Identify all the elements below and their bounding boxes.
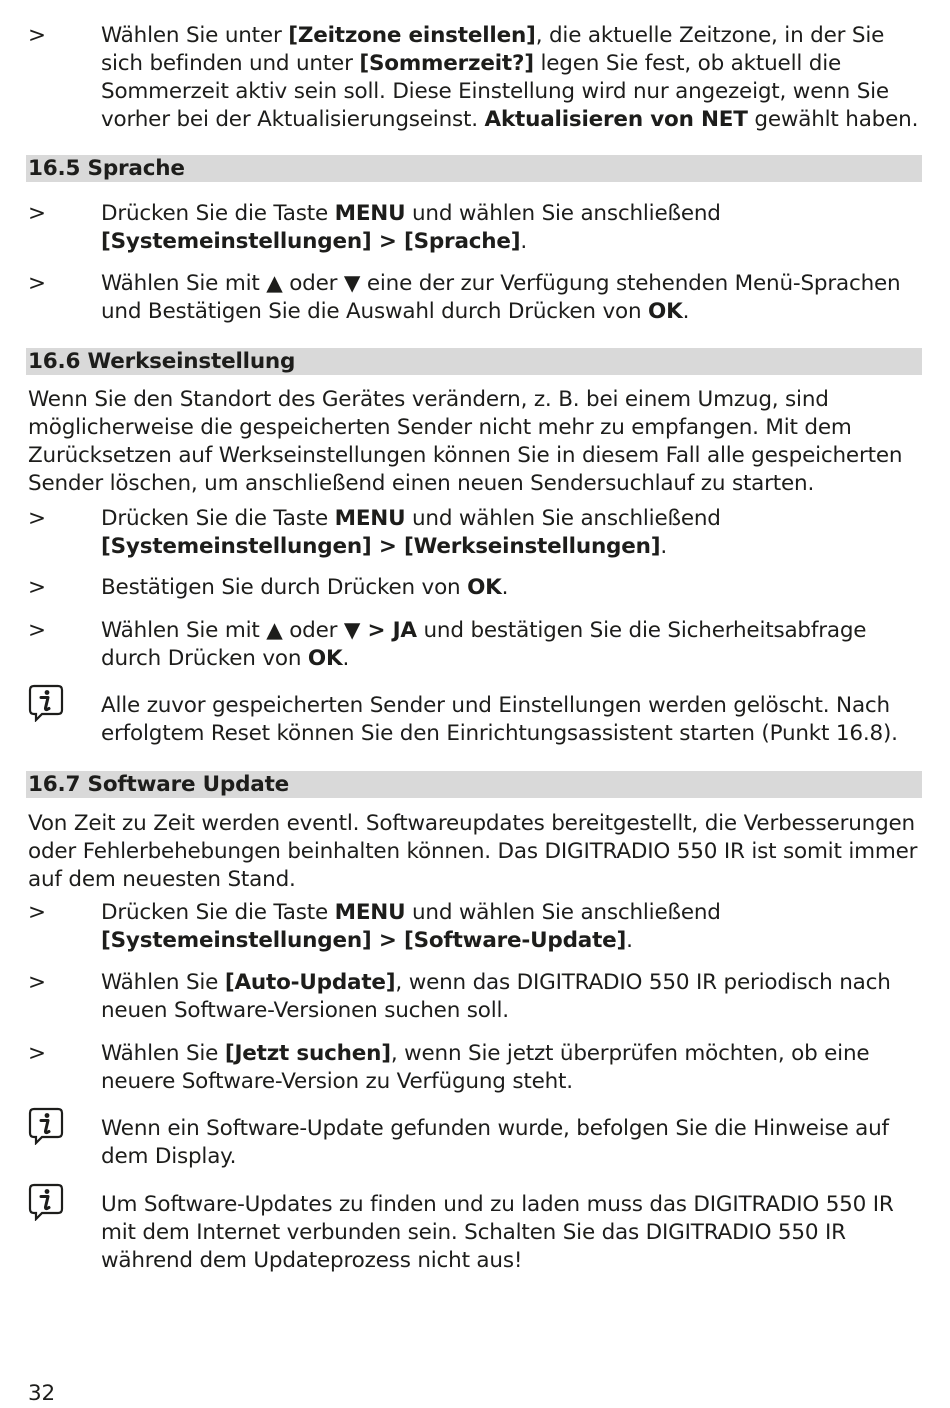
text-run: .	[682, 299, 690, 324]
note-text: Alle zuvor gespeicherten Sender und Einstellungen werden gelöscht. Nach erfolgtem Reset können Sie den Einrichtungsassistent starten (Punkt 16.8).	[101, 693, 898, 746]
text-run: oder	[282, 618, 344, 643]
step-text	[101, 574, 922, 602]
info-icon	[28, 684, 64, 722]
text-run: .	[501, 575, 509, 600]
paragraph-update-intro: Von Zeit zu Zeit werden eventl. Softwareupdates bereitgestellt, die Verbesserungen oder Fehlerbehebungen beinhalten können. Das DIGITRADIO 550 IR ist somit immer auf dem neuesten Stand.	[28, 811, 918, 892]
step-update-menu	[28, 899, 922, 955]
step-marker: >	[28, 970, 46, 995]
step-text	[101, 270, 922, 326]
step-marker: >	[28, 506, 46, 531]
note-internet	[28, 1191, 922, 1275]
menu-key: MENU	[334, 506, 406, 531]
text-run: .	[342, 646, 350, 671]
text-run: Bestätigen Sie durch Drücken von	[101, 575, 468, 600]
menu-key: MENU	[334, 201, 406, 226]
step-text	[101, 969, 922, 1025]
arrow-up-icon: ▲	[266, 271, 283, 296]
step-marker: >	[28, 618, 46, 643]
menu-term: [Auto-Update]	[224, 970, 396, 995]
step-werk-ja	[28, 617, 922, 673]
step-marker: >	[28, 23, 46, 48]
menu-term: [Jetzt suchen]	[224, 1041, 391, 1066]
text-run: und wählen Sie anschließend	[405, 506, 721, 531]
step-sprache-select	[28, 270, 922, 326]
text-run: Wählen Sie mit	[101, 271, 267, 296]
arrow-up-icon: ▲	[266, 618, 283, 643]
step-text	[101, 200, 922, 256]
info-icon	[28, 1183, 64, 1221]
step-werk-confirm	[28, 574, 922, 602]
step-text	[101, 22, 922, 134]
step-text	[101, 505, 922, 561]
text-run: und bestätigen Sie die Sicherheitsabfrage durch Drücken von	[101, 618, 867, 671]
step-marker: >	[28, 575, 46, 600]
step-marker: >	[28, 1041, 46, 1066]
menu-term: Aktualisieren von NET	[484, 107, 748, 132]
step-werk-menu	[28, 505, 922, 561]
text-run: Drücken Sie die Taste	[101, 900, 335, 925]
step-sprache-menu	[28, 200, 922, 256]
text-run: Wählen Sie	[101, 970, 225, 995]
note-reset	[28, 692, 922, 748]
text-run: .	[626, 928, 633, 953]
step-marker: >	[28, 271, 46, 296]
menu-term: [Zeitzone einstellen]	[288, 23, 536, 48]
step-jetzt-suchen	[28, 1040, 922, 1096]
note-update-found	[28, 1115, 922, 1171]
text-run: oder	[282, 271, 344, 296]
menu-key: OK	[307, 646, 343, 671]
text-run: .	[660, 534, 668, 559]
step-zeitzone	[28, 22, 922, 134]
text-run: .	[520, 229, 528, 254]
menu-path: [Systemeinstellungen] > [Sprache]	[101, 229, 521, 254]
section-heading-software-update: 16.7 Software Update	[26, 771, 922, 798]
step-auto-update	[28, 969, 922, 1025]
menu-path: [Systemeinstellungen] > [Werkseinstellungen]	[101, 534, 661, 559]
text-run: und wählen Sie anschließend	[405, 201, 721, 226]
text-run: Wählen Sie mit	[101, 618, 267, 643]
note-text: Um Software-Updates zu finden und zu laden muss das DIGITRADIO 550 IR mit dem Internet verbunden sein. Schalten Sie das DIGITRADIO 550 IR während dem Updateprozess nicht aus!	[101, 1192, 894, 1273]
step-marker: >	[28, 900, 46, 925]
text-run: , wenn Sie jetzt überprüfen möchten, ob eine neuere Software-Version zu Verfügung steht.	[101, 1041, 870, 1094]
arrow-down-icon: ▼	[343, 271, 361, 296]
section-heading-werkseinstellung: 16.6 Werkseinstellung	[26, 348, 922, 375]
menu-key: OK	[648, 299, 683, 324]
menu-path: [Systemeinstellungen] > [Software-Update]	[101, 928, 627, 953]
text-run: Wählen Sie unter	[101, 23, 289, 48]
text-run: Drücken Sie die Taste	[101, 201, 335, 226]
text-run: , wenn das DIGITRADIO 550 IR periodisch nach neuen Software-Versionen suchen soll.	[101, 970, 891, 1023]
step-text	[101, 1040, 922, 1096]
text-run: eine der zur Verfügung stehenden Menü-Sprachen und Bestätigen Sie die Auswahl durch Drücken von	[101, 271, 901, 324]
note-text: Wenn ein Software-Update gefunden wurde, befolgen Sie die Hinweise auf dem Display.	[101, 1116, 889, 1169]
menu-term: ▼ > JA	[343, 618, 417, 643]
menu-term: [Sommerzeit?]	[359, 51, 534, 76]
menu-key: MENU	[334, 900, 406, 925]
text-run: , die aktuelle Zeitzone, in der Sie sich befinden und unter	[101, 23, 885, 76]
step-text	[101, 899, 922, 955]
text-run: Wählen Sie	[101, 1041, 225, 1066]
step-marker: >	[28, 201, 46, 226]
text-run: gewählt haben.	[747, 107, 919, 132]
text-run: legen Sie fest, ob aktuell die Sommerzeit aktiv sein soll. Diese Einstellung wird nur angezeigt, wenn Sie vorher bei der Aktualisierungseinst.	[101, 51, 889, 132]
text-run: und wählen Sie anschließend	[405, 900, 721, 925]
section-heading-sprache: 16.5 Sprache	[26, 155, 922, 182]
info-icon	[28, 1107, 64, 1145]
menu-key: OK	[467, 575, 502, 600]
text-run: Drücken Sie die Taste	[101, 506, 335, 531]
page-number: 32	[28, 1381, 55, 1406]
step-text	[101, 617, 922, 673]
paragraph-werk-intro: Wenn Sie den Standort des Gerätes verändern, z. B. bei einem Umzug, sind möglicherweise die gespeicherten Sender nicht mehr zu empfangen. Mit dem Zurücksetzen auf Werkseinstellungen können Sie in diesem Fall alle gespeicherten Sender löschen, um anschließend einen neuen Sendersuchlauf zu starten.	[28, 387, 903, 496]
